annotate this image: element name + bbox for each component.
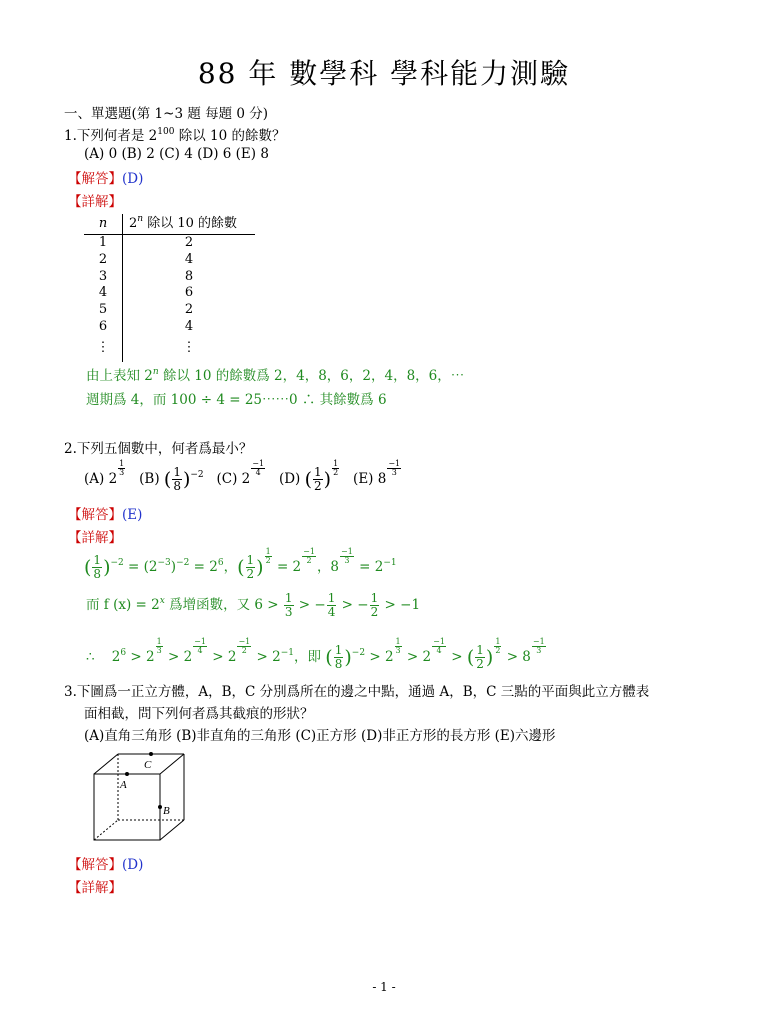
- cube-hidden-edge: [94, 820, 118, 840]
- cube-edge: [94, 754, 118, 774]
- table-row: 3 8: [84, 269, 255, 286]
- table-row: 6 4: [84, 319, 255, 336]
- section-heading: 一、單選題(第 1~3 題 每題 0 分): [64, 106, 269, 122]
- table-row: 2 4: [84, 252, 255, 269]
- q1-note-1: 由上表知 2$^n$ 餘以 10 的餘數爲 2，4，8，6，2，4，8，6，⋯: [86, 367, 465, 384]
- table-row: 5 2: [84, 302, 255, 319]
- q3-stem-line2: 面相截，問下列何者爲其截痕的形狀？: [84, 706, 314, 722]
- page-number: - 1 -: [372, 980, 396, 994]
- q2-work-3: ∴ $2^6 > 2$ $\frac{1}{3}$ > 2 $\frac{-1}{4}$ > 2 $\frac{-1}{2}$ > $2^{-1}$，即 ( $\frac{1}{8}$ )$^{-2}$ > 2 $\frac{1}{3}$ > 2 $\frac{-1}{4}$ > ( $\frac{1}{2}$ ) $\frac{1}{2}$ > 8 $\frac{-1}{3}$: [86, 637, 545, 671]
- page-title: 88 年 數學科 學科能力測驗: [197, 57, 571, 90]
- table-row: ⋮ ⋮: [84, 336, 255, 362]
- q2-work-2: 而 f $(x) = 2^x$ 爲增函數，又 6 > $\frac{1}{3}$ > − $\frac{1}{4}$ > − $\frac{1}{2}$ > −1: [86, 591, 421, 619]
- q2-work-1: ( $\frac{1}{8}$ )$^{-2} = (2^{-3})^{-2} = 2^6$，( $\frac{1}{2}$ ) $\frac{1}{2}$ = 2 $\frac{-1}{2}$ ，8 $\frac{-1}{3}$ = $2^{-1}$: [84, 547, 397, 581]
- label-a: A: [120, 779, 127, 791]
- q1-answer: 【解答】(D): [68, 171, 144, 187]
- q3-options: (A)直角三角形 (B)非直角的三角形 (C)正方形 (D)非正方形的長方形 (E)六邊形: [84, 728, 556, 744]
- cube-front-face: [94, 774, 160, 840]
- table-row: 4 6: [84, 285, 255, 302]
- q3-answer: 【解答】(D): [68, 857, 144, 873]
- q1-note-2: 週期爲 4，而 100 ÷ 4 = 25⋯⋯0 ∴ 其餘數爲 6: [86, 392, 387, 408]
- q2-answer: 【解答】(E): [68, 507, 143, 523]
- remainder-table: [84, 214, 255, 362]
- q2-stem: 2.下列五個數中，何者爲最小？: [64, 441, 253, 457]
- table-row: 1 2: [84, 235, 255, 252]
- q1-stem: 1.下列何者是 $2^{100}$ 除以 10 的餘數？: [64, 127, 286, 144]
- q3-detail-label: 【詳解】: [68, 880, 122, 896]
- label-b: B: [163, 805, 170, 817]
- q1-options: (A) 0 (B) 2 (C) 4 (D) 6 (E) 8: [84, 146, 269, 162]
- cube-edge: [160, 754, 184, 774]
- cube-edge: [160, 820, 184, 840]
- point-c: [149, 752, 153, 756]
- q2-options: (A) 2 $\frac{1}{3}$ (B) ( $\frac{1}{8}$ )$^{-2}$ (C) 2 $\frac{-1}{4}$ (D) ( $\frac{1}{2}$ ) $\frac{1}{2}$ (E) 8 $\frac{-1}{3}$: [84, 459, 401, 493]
- point-b: [158, 805, 162, 809]
- q2-detail-label: 【詳解】: [68, 530, 122, 546]
- cube-figure: [90, 750, 190, 842]
- table-header-n: n: [84, 214, 123, 235]
- table-header-remainder: 2$^n$ 除以 10 的餘數: [123, 214, 256, 235]
- point-a: [125, 772, 129, 776]
- label-c: C: [144, 759, 152, 771]
- q3-stem-line1: 3.下圖爲一正立方體，A，B，C 分別爲所在的邊之中點，通過 A，B，C 三點的平面與此立方體表: [64, 684, 650, 700]
- q1-detail-label: 【詳解】: [68, 194, 122, 210]
